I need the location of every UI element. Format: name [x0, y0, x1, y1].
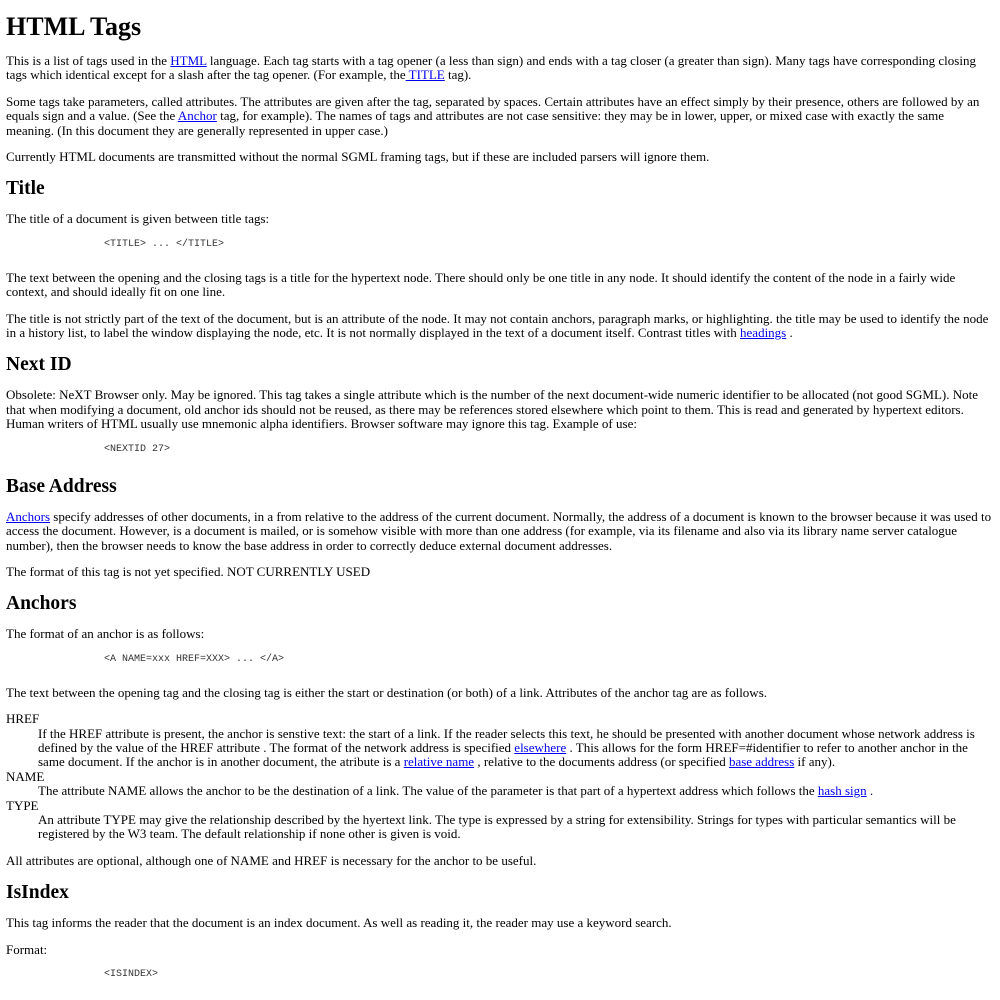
section-heading-base-address: Base Address: [6, 475, 117, 497]
href-definition: If the HREF attribute is present, the anchor is senstive text: the start of a link. If the reader selects this text, he should be presented with another document whose network address is defined by the value of the HREF attribute . The format of the network address is specified elsewhere . This allows for the form HREF=#identifier to refer to another anchor in the same document. If the anchor is in another document, the atribute is a relative name , relative to the documents address (or specified base address if any).: [38, 725, 975, 770]
relative-name-link[interactable]: relative name: [403, 754, 475, 770]
base-paragraph-2: The format of this tag is not yet specified. NOT CURRENTLY USED: [6, 563, 371, 579]
title-code-example: <TITLE> ... </TITLE>: [104, 238, 225, 250]
section-heading-anchors: Anchors: [6, 593, 77, 615]
anchors-paragraph-2: The text between the opening tag and the closing tag is either the start or destination (or both) of a link. Attributes of the anchor tag are as follows.: [6, 684, 768, 700]
nextid-code-example: <NEXTID 27>: [104, 443, 171, 455]
intro-paragraph-1: This is a list of tags used in the HTML language. Each tag starts with a tag opener (a less than sign) and ends with a tag closer (a greater than sign). Many tags have corresponding closing tags which identical except for a slash after the tag opener. (For example, the TITLE tag).: [6, 53, 976, 83]
section-heading-isindex: IsIndex: [6, 882, 69, 904]
anchors-paragraph-1: The format of an anchor is as follows:: [6, 626, 205, 642]
page-title: HTML Tags: [6, 12, 142, 41]
name-definition: The attribute NAME allows the anchor to be the destination of a link. The value of the parameter is that part of a hypertext address which follows the hash sign .: [38, 783, 874, 799]
anchors-code-example: <A NAME=xxx HREF=XXX> ... </A>: [104, 653, 285, 665]
hash-sign-link[interactable]: hash sign: [817, 783, 867, 799]
anchor-link[interactable]: Anchor: [177, 108, 217, 124]
title-paragraph-1: The title of a document is given between title tags:: [6, 211, 270, 227]
intro-paragraph-3: Currently HTML documents are transmitted without the normal SGML framing tags, but if these are included parsers will ignore them.: [6, 149, 710, 165]
title-paragraph-2: The text between the opening and the closing tags is a title for the hypertext node. There should only be one title in any node. It should identify the content of the node in a fairly wide context, and should ideally fit on one line.: [6, 269, 956, 300]
type-definition: An attribute TYPE may give the relationship described by the hyertext link. The type is expressed by a string for extensibility. Strings for types with particular semantics will be registered by the W3 team. The default relationship if none other is given is void.: [38, 811, 956, 842]
base-paragraph-1: Anchors specify addresses of other documents, in a from relative to the address of the current document. Normally, the address of a document is known to the browser because it was used to access the document. However, is a document is mailed, or is somehow visible with more than one address (for example, via its filename and also via its library name server catalogue number), then the browser needs to know the base address in order to correctly deduce external document addresses.: [6, 508, 992, 553]
nextid-paragraph-1: Obsolete: NeXT Browser only. May be ignored. This tag takes a single attribute which is the number of the next document-wide numeric identifier to be allocated (not good SGML). Note that when modifying a document, old anchor ids should not be reused, as there may be references stored elsewhere which point to them. This is read and generated by hypertext editors. Human writers of HTML usually use mnemonic alpha identifiers. Browser software may ignore this tag. Example of use:: [6, 387, 978, 432]
anchors-paragraph-3: All attributes are optional, although one of NAME and HREF is necessary for the anchor to be useful.: [6, 852, 537, 868]
isindex-code-example: <ISINDEX>: [104, 969, 159, 980]
anchors-link[interactable]: Anchors: [6, 508, 51, 524]
section-heading-title: Title: [6, 178, 45, 200]
name-term: NAME: [6, 768, 45, 784]
elsewhere-link[interactable]: elsewhere: [514, 739, 567, 755]
isindex-paragraph-1: This tag informs the reader that the document is an index document. As well as reading it, the reader may use a keyword search.: [6, 915, 672, 931]
html-link[interactable]: HTML: [170, 53, 207, 68]
title-paragraph-3: The title is not strictly part of the text of the document, but is an attribute of the node. It may not contain anchors, paragraph marks, or highlighting. the title may be used to identify the node in a history list, to label the window displaying the node, etc. It is not normally displayed in the text of a document itself. Contrast titles with headings .: [6, 310, 989, 341]
section-heading-nextid: Next ID: [6, 354, 72, 376]
href-term: HREF: [6, 711, 40, 727]
type-term: TYPE: [6, 797, 39, 813]
title-link[interactable]: TITLE: [405, 67, 445, 83]
headings-link[interactable]: headings: [740, 325, 787, 341]
intro-paragraph-2: Some tags take parameters, called attributes. The attributes are given after the tag, separated by spaces. Certain attributes have an effect simply by their presence, others are followed by an equals sign and a value. (See the Anchor tag, for example). The names of tags and attributes are not case sensitive: they may be in lower, upper, or mixed case with exactly the same meaning. (In this document they are generally represented in upper case.): [6, 93, 980, 138]
base-address-link[interactable]: base address: [728, 754, 795, 770]
isindex-paragraph-2: Format:: [6, 941, 48, 957]
anchor-attributes-list: [6, 712, 994, 842]
